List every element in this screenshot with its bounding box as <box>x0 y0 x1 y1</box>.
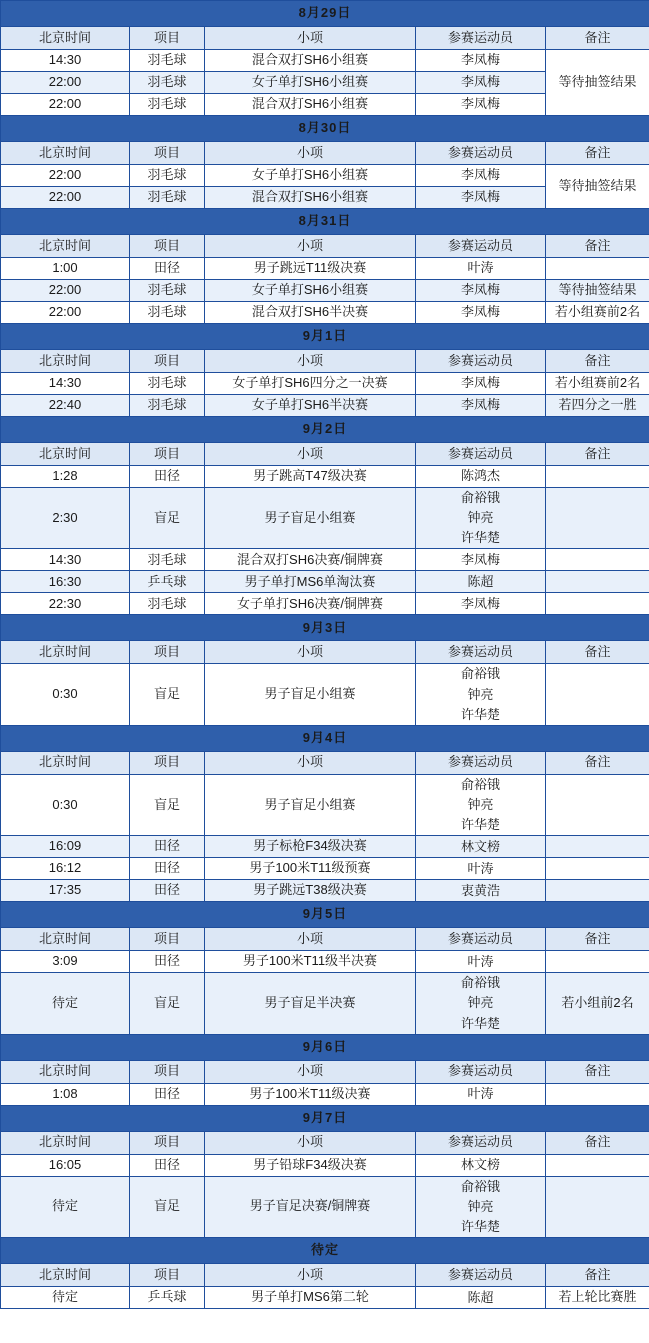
athlete-name: 俞裕锇 <box>460 1178 500 1194</box>
athlete-name: 李凤梅 <box>460 74 500 90</box>
cell-time: 22:00 <box>1 302 130 324</box>
cell-time: 待定 <box>1 1287 130 1309</box>
cell-athletes <box>416 395 546 417</box>
date-label: 9月1日 <box>1 324 649 350</box>
athlete-name: 俞裕锇 <box>460 776 500 792</box>
athlete-name: 钟亮 <box>467 1198 494 1214</box>
cell-sport: 羽毛球 <box>130 280 205 302</box>
cell-time: 22:00 <box>1 280 130 302</box>
column-header: 项目 <box>130 142 205 165</box>
cell-time: 22:40 <box>1 395 130 417</box>
cell-athletes <box>416 466 546 488</box>
column-header: 备注 <box>546 1060 649 1083</box>
table-row <box>1 858 649 880</box>
table-row <box>1 488 649 549</box>
date-label: 8月29日 <box>1 1 649 27</box>
cell-time: 16:30 <box>1 571 130 593</box>
athlete-name: 俞裕锇 <box>460 666 500 682</box>
cell-sport: 羽毛球 <box>130 165 205 187</box>
cell-time: 1:08 <box>1 1083 130 1105</box>
table-row <box>1 1154 649 1176</box>
table-row <box>1 880 649 902</box>
cell-note <box>546 951 649 973</box>
table-row <box>1 302 649 324</box>
column-header-row <box>1 27 649 50</box>
date-label: 8月31日 <box>1 209 649 235</box>
table-row <box>1 664 649 725</box>
column-header: 项目 <box>130 235 205 258</box>
cell-note: 若小组赛前2名 <box>546 302 649 324</box>
cell-event: 男子单打MS6第二轮 <box>205 1287 416 1309</box>
cell-event: 男子跳高T47级决赛 <box>205 466 416 488</box>
date-label: 待定 <box>1 1238 649 1264</box>
cell-sport: 盲足 <box>130 973 205 1034</box>
cell-time: 待定 <box>1 973 130 1034</box>
cell-note <box>546 488 649 549</box>
column-header: 项目 <box>130 1264 205 1287</box>
cell-sport: 田径 <box>130 258 205 280</box>
cell-time: 22:30 <box>1 593 130 615</box>
cell-note <box>546 836 649 858</box>
cell-event: 女子单打SH6四分之一决赛 <box>205 373 416 395</box>
athlete-name: 叶涛 <box>467 860 494 876</box>
athlete-name: 林文榜 <box>460 1157 500 1173</box>
athlete-name: 钟亮 <box>467 686 494 702</box>
column-header: 参赛运动员 <box>416 235 546 258</box>
cell-event: 混合双打SH6决赛/铜牌赛 <box>205 549 416 571</box>
column-header: 项目 <box>130 751 205 774</box>
column-header: 北京时间 <box>1 443 130 466</box>
date-label: 9月3日 <box>1 615 649 641</box>
cell-note: 若上轮比赛胜 <box>546 1287 649 1309</box>
column-header: 参赛运动员 <box>416 1131 546 1154</box>
column-header: 项目 <box>130 27 205 50</box>
cell-time: 1:28 <box>1 466 130 488</box>
cell-time: 14:30 <box>1 373 130 395</box>
cell-sport: 田径 <box>130 1154 205 1176</box>
table-row <box>1 836 649 858</box>
table-row <box>1 373 649 395</box>
athlete-name: 陈超 <box>467 573 494 589</box>
athlete-name: 俞裕锇 <box>460 490 500 505</box>
athlete-name: 李凤梅 <box>460 375 500 391</box>
column-header: 小项 <box>205 928 416 951</box>
date-label: 9月7日 <box>1 1105 649 1131</box>
cell-sport: 田径 <box>130 466 205 488</box>
column-header: 备注 <box>546 1131 649 1154</box>
cell-event: 男子盲足小组赛 <box>205 488 416 549</box>
cell-note: 等待抽签结果 <box>546 280 649 302</box>
column-header: 参赛运动员 <box>416 27 546 50</box>
column-header: 北京时间 <box>1 350 130 373</box>
cell-athletes <box>416 373 546 395</box>
table-row <box>1 774 649 835</box>
cell-note <box>546 466 649 488</box>
date-label: 8月30日 <box>1 116 649 142</box>
athlete-name: 许华楚 <box>460 1015 500 1031</box>
column-header-row <box>1 928 649 951</box>
table-row <box>1 973 649 1034</box>
athlete-name: 许华楚 <box>460 706 500 722</box>
cell-sport: 田径 <box>130 836 205 858</box>
column-header: 参赛运动员 <box>416 142 546 165</box>
athlete-name: 林文榜 <box>460 838 500 854</box>
column-header: 参赛运动员 <box>416 1264 546 1287</box>
cell-event: 男子跳远T38级决赛 <box>205 880 416 902</box>
athlete-name: 许华楚 <box>460 530 500 546</box>
cell-athletes <box>416 187 546 209</box>
column-header: 小项 <box>205 1060 416 1083</box>
cell-event: 男子100米T11级半决赛 <box>205 951 416 973</box>
column-header: 北京时间 <box>1 1060 130 1083</box>
athlete-name: 叶涛 <box>467 953 494 969</box>
cell-time: 16:05 <box>1 1154 130 1176</box>
date-header-row <box>1 324 649 350</box>
table-row <box>1 50 649 72</box>
column-header: 北京时间 <box>1 27 130 50</box>
date-header-row <box>1 209 649 235</box>
cell-athletes <box>416 1083 546 1105</box>
cell-athletes <box>416 258 546 280</box>
cell-note <box>546 1176 649 1237</box>
cell-sport: 盲足 <box>130 774 205 835</box>
cell-sport: 田径 <box>130 858 205 880</box>
cell-athletes <box>416 302 546 324</box>
column-header: 小项 <box>205 641 416 664</box>
cell-note <box>546 258 649 280</box>
column-header: 备注 <box>546 751 649 774</box>
column-header: 小项 <box>205 443 416 466</box>
column-header: 小项 <box>205 350 416 373</box>
cell-event: 男子单打MS6单淘汰赛 <box>205 571 416 593</box>
cell-time: 2:30 <box>1 488 130 549</box>
column-header: 小项 <box>205 142 416 165</box>
table-row <box>1 1176 649 1237</box>
cell-event: 女子单打SH6半决赛 <box>205 395 416 417</box>
table-row <box>1 165 649 187</box>
cell-athletes <box>416 94 546 116</box>
cell-time: 17:35 <box>1 880 130 902</box>
cell-sport: 盲足 <box>130 664 205 725</box>
column-header: 备注 <box>546 350 649 373</box>
cell-event: 混合双打SH6小组赛 <box>205 50 416 72</box>
date-header-row <box>1 1105 649 1131</box>
cell-note <box>546 880 649 902</box>
column-header: 参赛运动员 <box>416 751 546 774</box>
cell-athletes <box>416 664 546 725</box>
column-header: 北京时间 <box>1 751 130 774</box>
cell-event: 女子单打SH6小组赛 <box>205 165 416 187</box>
cell-time: 14:30 <box>1 50 130 72</box>
date-header-row <box>1 1034 649 1060</box>
cell-athletes <box>416 951 546 973</box>
column-header: 北京时间 <box>1 928 130 951</box>
cell-note <box>546 571 649 593</box>
column-header: 北京时间 <box>1 1264 130 1287</box>
column-header: 小项 <box>205 27 416 50</box>
athlete-name: 李凤梅 <box>460 304 500 320</box>
cell-sport: 羽毛球 <box>130 395 205 417</box>
date-header-row <box>1 116 649 142</box>
cell-note: 等待抽签结果 <box>546 165 649 209</box>
cell-sport: 乒乓球 <box>130 1287 205 1309</box>
table-row <box>1 549 649 571</box>
athlete-name: 李凤梅 <box>460 551 500 567</box>
cell-athletes <box>416 858 546 880</box>
athlete-name: 李凤梅 <box>460 397 500 413</box>
cell-time: 14:30 <box>1 549 130 571</box>
column-header: 项目 <box>130 1131 205 1154</box>
cell-time: 22:00 <box>1 94 130 116</box>
athlete-name: 钟亮 <box>467 796 494 812</box>
table-row <box>1 571 649 593</box>
athlete-name: 许华楚 <box>460 817 500 833</box>
cell-note: 等待抽签结果 <box>546 50 649 116</box>
cell-event: 男子盲足决赛/铜牌赛 <box>205 1176 416 1237</box>
cell-sport: 田径 <box>130 1083 205 1105</box>
cell-event: 男子100米T11级预赛 <box>205 858 416 880</box>
table-row <box>1 280 649 302</box>
column-header-row <box>1 443 649 466</box>
cell-sport: 田径 <box>130 880 205 902</box>
column-header: 备注 <box>546 641 649 664</box>
cell-sport: 盲足 <box>130 1176 205 1237</box>
athlete-name: 叶涛 <box>467 1086 494 1102</box>
cell-athletes <box>416 571 546 593</box>
column-header: 备注 <box>546 928 649 951</box>
column-header: 小项 <box>205 1264 416 1287</box>
cell-sport: 羽毛球 <box>130 549 205 571</box>
cell-event: 女子单打SH6小组赛 <box>205 72 416 94</box>
cell-event: 混合双打SH6小组赛 <box>205 94 416 116</box>
cell-time: 22:00 <box>1 72 130 94</box>
cell-note: 若小组前2名 <box>546 973 649 1034</box>
date-header-row <box>1 615 649 641</box>
column-header: 小项 <box>205 751 416 774</box>
column-header: 项目 <box>130 443 205 466</box>
table-row <box>1 1287 649 1309</box>
cell-event: 女子单打SH6决赛/铜牌赛 <box>205 593 416 615</box>
cell-athletes <box>416 488 546 549</box>
cell-sport: 羽毛球 <box>130 94 205 116</box>
column-header: 项目 <box>130 350 205 373</box>
cell-athletes <box>416 836 546 858</box>
cell-athletes <box>416 50 546 72</box>
column-header: 小项 <box>205 1131 416 1154</box>
cell-event: 混合双打SH6半决赛 <box>205 302 416 324</box>
date-header-row <box>1 902 649 928</box>
athlete-name: 衷黄浩 <box>460 882 500 898</box>
date-header-row <box>1 1 649 27</box>
table-row <box>1 395 649 417</box>
athlete-name: 许华楚 <box>460 1218 500 1234</box>
date-label: 9月2日 <box>1 417 649 443</box>
athlete-name: 李凤梅 <box>460 189 500 205</box>
column-header: 项目 <box>130 928 205 951</box>
cell-sport: 羽毛球 <box>130 373 205 395</box>
column-header: 参赛运动员 <box>416 1060 546 1083</box>
athlete-name: 钟亮 <box>467 995 494 1011</box>
date-header-row <box>1 725 649 751</box>
table-row <box>1 951 649 973</box>
column-header: 北京时间 <box>1 142 130 165</box>
column-header: 备注 <box>546 1264 649 1287</box>
cell-event: 男子盲足小组赛 <box>205 664 416 725</box>
athlete-name: 钟亮 <box>467 510 494 526</box>
column-header: 参赛运动员 <box>416 443 546 466</box>
table-row <box>1 593 649 615</box>
cell-time: 待定 <box>1 1176 130 1237</box>
athlete-name: 叶涛 <box>467 260 494 276</box>
cell-event: 男子盲足半决赛 <box>205 973 416 1034</box>
cell-note <box>546 774 649 835</box>
athlete-name: 陈超 <box>467 1289 494 1305</box>
cell-athletes <box>416 973 546 1034</box>
cell-athletes <box>416 165 546 187</box>
athlete-name: 李凤梅 <box>460 96 500 112</box>
cell-sport: 羽毛球 <box>130 50 205 72</box>
date-header-row <box>1 417 649 443</box>
cell-sport: 羽毛球 <box>130 72 205 94</box>
cell-athletes <box>416 593 546 615</box>
cell-event: 男子100米T11级决赛 <box>205 1083 416 1105</box>
column-header-row <box>1 641 649 664</box>
cell-note <box>546 593 649 615</box>
cell-athletes <box>416 280 546 302</box>
column-header: 小项 <box>205 235 416 258</box>
cell-note <box>546 664 649 725</box>
column-header-row <box>1 751 649 774</box>
cell-time: 16:12 <box>1 858 130 880</box>
cell-athletes <box>416 1176 546 1237</box>
athlete-name: 李凤梅 <box>460 167 500 183</box>
cell-note <box>546 1154 649 1176</box>
cell-note <box>546 549 649 571</box>
column-header: 备注 <box>546 142 649 165</box>
cell-note <box>546 1083 649 1105</box>
cell-note: 若小组赛前2名 <box>546 373 649 395</box>
cell-event: 男子铅球F34级决赛 <box>205 1154 416 1176</box>
column-header: 参赛运动员 <box>416 350 546 373</box>
column-header: 项目 <box>130 641 205 664</box>
cell-time: 0:30 <box>1 774 130 835</box>
column-header: 北京时间 <box>1 1131 130 1154</box>
column-header-row <box>1 350 649 373</box>
table-row <box>1 258 649 280</box>
athlete-name: 李凤梅 <box>460 52 500 68</box>
cell-time: 1:00 <box>1 258 130 280</box>
date-label: 9月6日 <box>1 1034 649 1060</box>
athlete-name: 俞裕锇 <box>460 975 500 991</box>
cell-athletes <box>416 549 546 571</box>
athlete-name: 陈鸿杰 <box>460 468 500 484</box>
column-header-row <box>1 1264 649 1287</box>
column-header-row <box>1 235 649 258</box>
cell-note: 若四分之一胜 <box>546 395 649 417</box>
date-label: 9月4日 <box>1 725 649 751</box>
schedule-body <box>1 1 649 1309</box>
cell-time: 16:09 <box>1 836 130 858</box>
column-header: 备注 <box>546 27 649 50</box>
cell-time: 0:30 <box>1 664 130 725</box>
column-header: 备注 <box>546 443 649 466</box>
column-header: 项目 <box>130 1060 205 1083</box>
athlete-name: 李凤梅 <box>460 595 500 611</box>
athlete-name: 李凤梅 <box>460 282 500 298</box>
column-header-row <box>1 142 649 165</box>
cell-note <box>546 858 649 880</box>
cell-event: 男子盲足小组赛 <box>205 774 416 835</box>
table-row <box>1 1083 649 1105</box>
cell-athletes <box>416 1154 546 1176</box>
column-header: 北京时间 <box>1 235 130 258</box>
cell-sport: 盲足 <box>130 488 205 549</box>
cell-athletes <box>416 774 546 835</box>
column-header: 备注 <box>546 235 649 258</box>
cell-athletes <box>416 72 546 94</box>
cell-event: 女子单打SH6小组赛 <box>205 280 416 302</box>
cell-sport: 乒乓球 <box>130 571 205 593</box>
table-row <box>1 466 649 488</box>
cell-event: 混合双打SH6小组赛 <box>205 187 416 209</box>
cell-time: 22:00 <box>1 165 130 187</box>
cell-athletes <box>416 1287 546 1309</box>
cell-athletes <box>416 880 546 902</box>
column-header-row <box>1 1131 649 1154</box>
cell-time: 22:00 <box>1 187 130 209</box>
cell-sport: 羽毛球 <box>130 302 205 324</box>
column-header-row <box>1 1060 649 1083</box>
cell-sport: 羽毛球 <box>130 187 205 209</box>
date-label: 9月5日 <box>1 902 649 928</box>
column-header: 参赛运动员 <box>416 928 546 951</box>
cell-event: 男子标枪F34级决赛 <box>205 836 416 858</box>
cell-time: 3:09 <box>1 951 130 973</box>
date-header-row <box>1 1238 649 1264</box>
cell-sport: 羽毛球 <box>130 593 205 615</box>
column-header: 参赛运动员 <box>416 641 546 664</box>
cell-sport: 田径 <box>130 951 205 973</box>
column-header: 北京时间 <box>1 641 130 664</box>
cell-event: 男子跳远T11级决赛 <box>205 258 416 280</box>
